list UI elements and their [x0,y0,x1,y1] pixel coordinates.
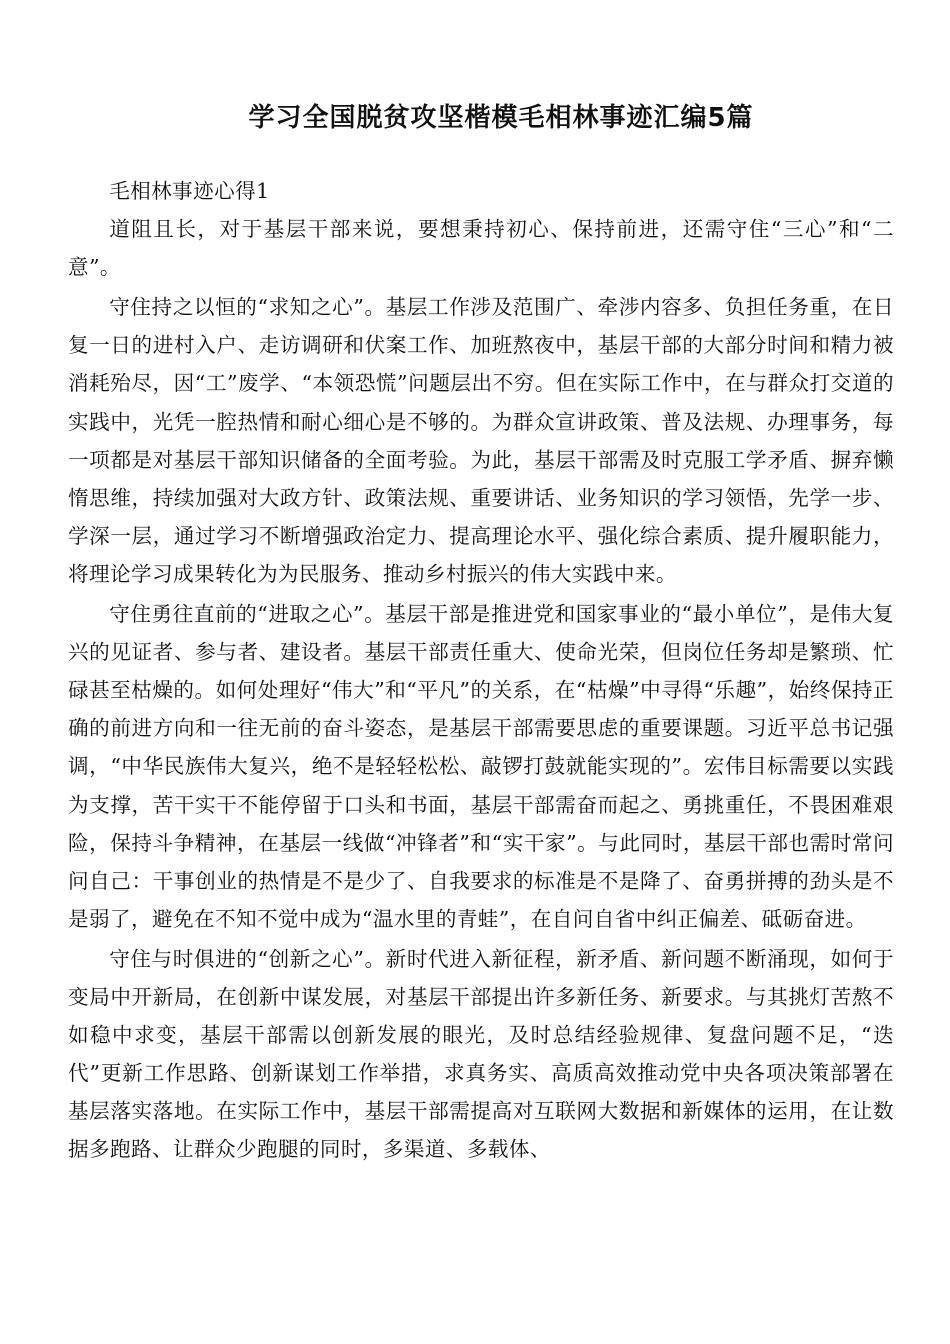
document-title: 学习全国脱贫攻坚楷模毛相林事迹汇编5篇 [248,103,754,133]
paragraph: 守住与时俱进的“创新之心”。新时代进入新征程，新矛盾、新问题不断涌现，如何于变局中开新局，在创新中谋发展，对基层干部提出许多新任务、新要求。与其挑灯苦熬不如稳中求变，基层干部需以创新发展的眼光，及时总结经验规律、复盘问题不足，“迭代”更新工作思路、创新谋划工作举措，求真务实、高质高效推动党中央各项决策部署在基层落实落地。在实际工作中，基层干部需提高对互联网大数据和新媒体的运用，在让数据多跑路、让群众少跑腿的同时，多渠道、多载体、 [68,946,894,1162]
document-body [68,172,894,1168]
section-heading: 毛相林事迹心得1 [109,179,270,203]
paragraph: 守住持之以恒的“求知之心”。基层工作涉及范围广、牵涉内容多、负担任务重，在日复一日的进村入户、走访调研和伏案工作、加班熬夜中，基层干部的大部分时间和精力被消耗殆尽，因“工”废学、“本领恐慌”问题层出不穷。但在实际工作中，在与群众打交道的实践中，光凭一腔热情和耐心细心是不够的。为群众宣讲政策、普及法规、办理事务，每一项都是对基层干部知识储备的全面考验。为此，基层干部需及时克服工学矛盾、摒弃懒惰思维，持续加强对大政方针、政策法规、重要讲话、业务知识的学习领悟，先学一步、学深一层，通过学习不断增强政治定力、提高理论水平、强化综合素质、提升履职能力，将理论学习成果转化为为民服务、推动乡村振兴的伟大实践中来。 [68,295,894,586]
paragraph: 道阻且长，对于基层干部来说，要想秉持初心、保持前进，还需守住“三心”和“二意”。 [68,217,894,280]
paragraph: 守住勇往直前的“进取之心”。基层干部是推进党和国家事业的“最小单位”，是伟大复兴的见证者、参与者、建设者。基层干部责任重大、使命光荣，但岗位任务却是繁琐、忙碌甚至枯燥的。如何处理好“伟大”和“平凡”的关系，在“枯燥”中寻得“乐趣”，始终保持正确的前进方向和一往无前的奋斗姿态，是基层干部需要思虑的重要课题。习近平总书记强调，“中华民族伟大复兴，绝不是轻轻松松、敲锣打鼓就能实现的”。宏伟目标需要以实践为支撑，苦干实干不能停留于口头和书面，基层干部需奋而起之、勇挑重任，不畏困难艰险，保持斗争精神，在基层一线做“冲锋者”和“实干家”。与此同时，基层干部也需时常问问自己：干事创业的热情是不是少了、自我要求的标准是不是降了、奋勇拼搏的劲头是不是弱了，避免在不知不觉中成为“温水里的青蛙”，在自问自省中纠正偏差、砥砺奋进。 [68,602,894,931]
